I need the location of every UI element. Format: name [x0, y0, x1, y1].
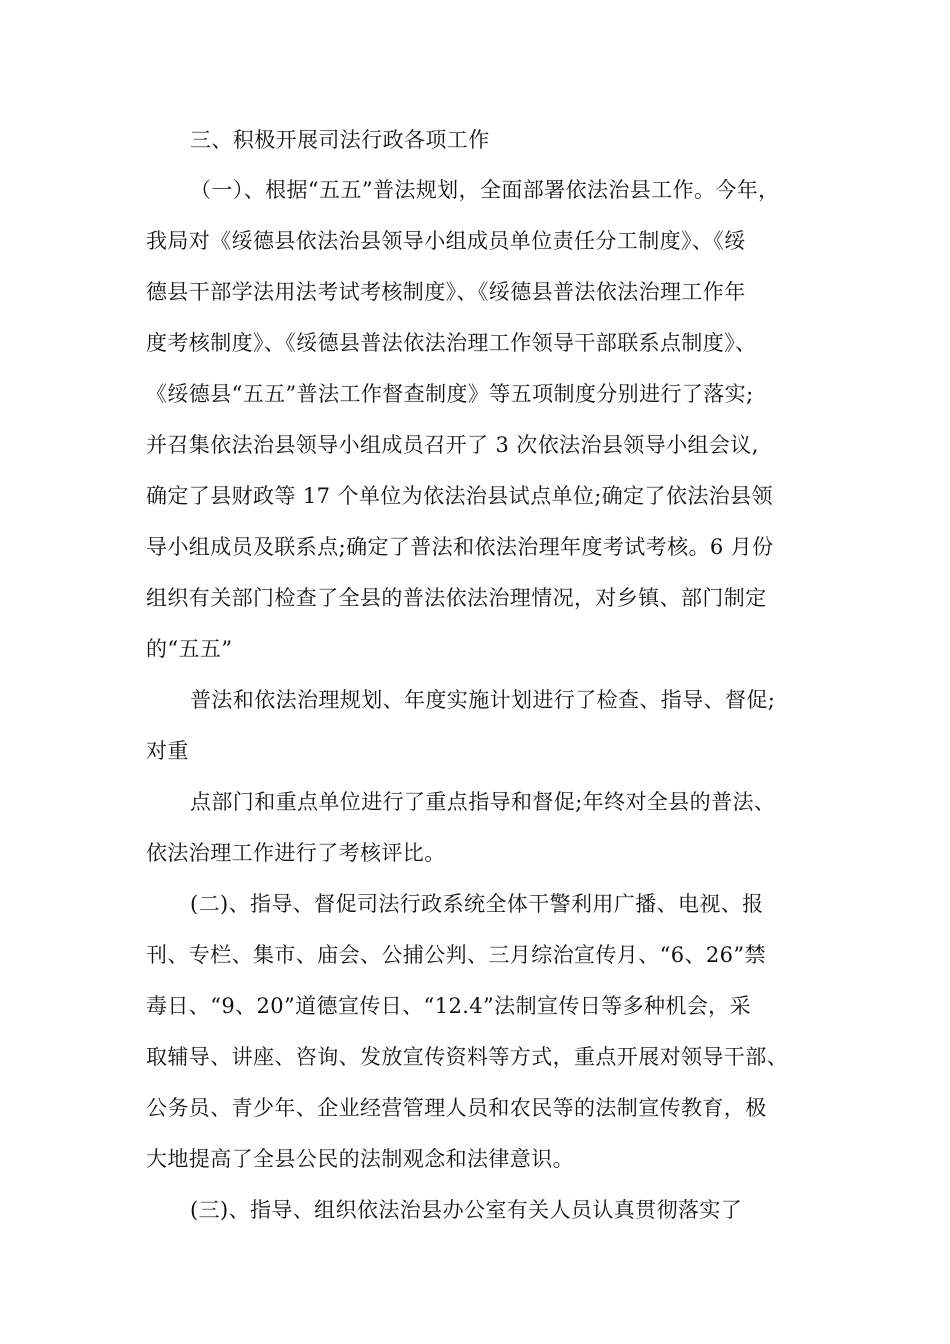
paragraph-line: 我局对《绥德县依法治县领导小组成员单位责任分工制度》、《绥: [146, 229, 746, 253]
paragraph-line: 取辅导、讲座、咨询、发放宣传资料等方式，重点开展对领导干部、: [146, 1045, 788, 1069]
paragraph-line: 的“五五”: [146, 637, 233, 661]
paragraph-line: 《绥德县“五五”普法工作督查制度》等五项制度分别进行了落实;: [146, 382, 754, 406]
paragraph-line: （一）、根据“五五”普法规划，全面部署依法治县工作。今年，: [190, 178, 780, 202]
section-heading: 三、积极开展司法行政各项工作: [190, 128, 490, 152]
paragraph-line: 大地提高了全县公民的法制观念和法律意识。: [146, 1147, 574, 1171]
paragraph-line: 并召集依法治县领导小组成员召开了 3 次依法治县领导小组会议,: [146, 433, 759, 457]
paragraph-line: 导小组成员及联系点;确定了普法和依法治理年度考试考核。6 月份: [146, 535, 774, 559]
paragraph-line: 点部门和重点单位进行了重点指导和督促;年终对全县的普法、: [190, 790, 776, 814]
paragraph-line: 刊、专栏、集市、庙会、公捕公判、三月综治宣传月、“6、26”禁: [146, 943, 766, 967]
paragraph-line: 公务员、青少年、企业经营管理人员和农民等的法制宣传教育，极: [146, 1096, 767, 1120]
paragraph-line: 毒日、“9、20”道德宣传日、“12.4”法制宣传日等多种机会，采: [146, 994, 751, 1018]
paragraph-line: 度考核制度》、《绥德县普法依法治理工作领导干部联系点制度》、: [146, 331, 757, 355]
paragraph-line: 德县干部学法用法考试考核制度》、《绥德县普法依法治理工作年: [146, 280, 746, 304]
paragraph-line: 依法治理工作进行了考核评比。: [146, 841, 446, 865]
paragraph-line: (三)、指导、组织依法治县办公室有关人员认真贯彻落实了: [190, 1198, 743, 1222]
paragraph-line: 确定了县财政等 17 个单位为依法治县试点单位;确定了依法治县领: [146, 484, 773, 508]
paragraph-line: 普法和依法治理规划、年度实施计划进行了检查、指导、督促;: [190, 688, 776, 712]
paragraph-line: (二)、指导、督促司法行政系统全体干警利用广播、电视、报: [190, 892, 764, 916]
paragraph-line: 组织有关部门检查了全县的普法依法治理情况，对乡镇、部门制定: [146, 586, 767, 610]
paragraph-line: 对重: [146, 739, 189, 763]
